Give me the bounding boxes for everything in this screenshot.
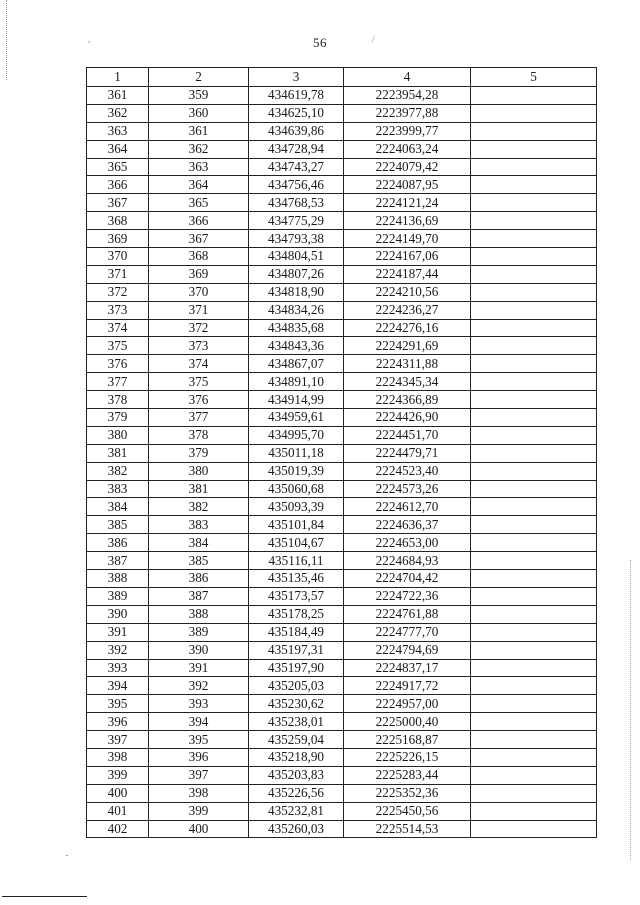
- table-cell: 2224684,93: [344, 552, 471, 570]
- table-cell: [471, 713, 597, 731]
- table-cell: 375: [87, 337, 149, 355]
- table-cell: 388: [149, 605, 249, 623]
- table-cell: 2224704,42: [344, 570, 471, 588]
- table-row: [87, 355, 597, 373]
- table-cell: [471, 122, 597, 140]
- table-cell: 384: [87, 498, 149, 516]
- table-cell: [471, 230, 597, 248]
- table-cell: 395: [149, 731, 249, 749]
- table-cell: 393: [149, 695, 249, 713]
- table-cell: 2224079,42: [344, 158, 471, 176]
- table-cell: [471, 820, 597, 838]
- table-cell: 398: [149, 784, 249, 802]
- table-cell: 435197,90: [249, 659, 344, 677]
- table-cell: 434768,53: [249, 194, 344, 212]
- scan-edge-right: [630, 560, 632, 860]
- table-cell: 368: [149, 248, 249, 266]
- table-cell: 2225352,36: [344, 784, 471, 802]
- table-cell: 366: [87, 176, 149, 194]
- scan-mark: /: [372, 34, 375, 44]
- table-row: [87, 462, 597, 480]
- table-cell: 370: [149, 283, 249, 301]
- table-row: [87, 516, 597, 534]
- table-cell: 2224761,88: [344, 605, 471, 623]
- table-cell: 389: [87, 587, 149, 605]
- table-row: [87, 748, 597, 766]
- table-cell: [471, 659, 597, 677]
- table-cell: [471, 570, 597, 588]
- table-cell: [471, 534, 597, 552]
- table-cell: 435238,01: [249, 713, 344, 731]
- table-cell: 434743,27: [249, 158, 344, 176]
- table-cell: 366: [149, 212, 249, 230]
- table-cell: 2223999,77: [344, 122, 471, 140]
- column-header: 4: [344, 68, 471, 87]
- table-row: [87, 623, 597, 641]
- table-cell: 434995,70: [249, 426, 344, 444]
- table-cell: 434639,86: [249, 122, 344, 140]
- table-cell: [471, 426, 597, 444]
- table-cell: 389: [149, 623, 249, 641]
- scan-mark: ,: [88, 34, 91, 44]
- table-cell: [471, 498, 597, 516]
- column-header: 1: [87, 68, 149, 87]
- table-cell: 434807,26: [249, 265, 344, 283]
- table-cell: 394: [149, 713, 249, 731]
- table-row: [87, 140, 597, 158]
- table-cell: 2224612,70: [344, 498, 471, 516]
- table-row: [87, 248, 597, 266]
- table-cell: 435230,62: [249, 695, 344, 713]
- table-cell: 392: [87, 641, 149, 659]
- table-cell: [471, 337, 597, 355]
- table-cell: 2224087,95: [344, 176, 471, 194]
- table-cell: 435135,46: [249, 570, 344, 588]
- table-cell: 369: [149, 265, 249, 283]
- table-cell: 2224451,70: [344, 426, 471, 444]
- table-cell: 378: [149, 426, 249, 444]
- table-cell: [471, 748, 597, 766]
- table-cell: 2224917,72: [344, 677, 471, 695]
- table-cell: 2224366,89: [344, 391, 471, 409]
- table-cell: 2225000,40: [344, 713, 471, 731]
- table-cell: 2225168,87: [344, 731, 471, 749]
- column-header: 3: [249, 68, 344, 87]
- table-cell: [471, 194, 597, 212]
- table-cell: [471, 301, 597, 319]
- table-cell: [471, 516, 597, 534]
- table-cell: 380: [149, 462, 249, 480]
- table-row: [87, 552, 597, 570]
- table-row: [87, 498, 597, 516]
- table-cell: 434804,51: [249, 248, 344, 266]
- table-cell: 378: [87, 391, 149, 409]
- table-cell: [471, 802, 597, 820]
- table-cell: 435260,03: [249, 820, 344, 838]
- table-cell: 377: [87, 373, 149, 391]
- table-cell: 435178,25: [249, 605, 344, 623]
- table-cell: 434914,99: [249, 391, 344, 409]
- page-number: 56: [313, 35, 327, 50]
- table-cell: 371: [149, 301, 249, 319]
- table-cell: 402: [87, 820, 149, 838]
- table-row: [87, 695, 597, 713]
- table-row: [87, 677, 597, 695]
- scan-speck: [66, 855, 68, 856]
- table-row: [87, 426, 597, 444]
- table-cell: 381: [87, 444, 149, 462]
- table-cell: 434959,61: [249, 409, 344, 427]
- table-cell: 2224345,34: [344, 373, 471, 391]
- table-row: [87, 766, 597, 784]
- table-cell: 373: [149, 337, 249, 355]
- table-cell: 2224236,27: [344, 301, 471, 319]
- table-cell: 370: [87, 248, 149, 266]
- table-cell: 2224291,69: [344, 337, 471, 355]
- table-cell: 381: [149, 480, 249, 498]
- table-row: [87, 122, 597, 140]
- table-cell: 434818,90: [249, 283, 344, 301]
- table-row: [87, 158, 597, 176]
- table-cell: 434835,68: [249, 319, 344, 337]
- table-cell: [471, 140, 597, 158]
- table-cell: 434793,38: [249, 230, 344, 248]
- table-cell: 435232,81: [249, 802, 344, 820]
- table-cell: 2225514,53: [344, 820, 471, 838]
- table-cell: 390: [149, 641, 249, 659]
- table-cell: 372: [149, 319, 249, 337]
- table-cell: 435104,67: [249, 534, 344, 552]
- table-cell: 2224479,71: [344, 444, 471, 462]
- table-cell: 375: [149, 373, 249, 391]
- table-cell: 434834,26: [249, 301, 344, 319]
- table-cell: 395: [87, 695, 149, 713]
- table-cell: [471, 766, 597, 784]
- table-cell: 374: [87, 319, 149, 337]
- table-row: [87, 605, 597, 623]
- column-header: 5: [471, 68, 597, 87]
- table-cell: [471, 623, 597, 641]
- table-cell: 387: [87, 552, 149, 570]
- table-cell: 2224722,36: [344, 587, 471, 605]
- table-cell: 434625,10: [249, 104, 344, 122]
- table-cell: 391: [87, 623, 149, 641]
- table-cell: 2224794,69: [344, 641, 471, 659]
- table-cell: 363: [87, 122, 149, 140]
- table-cell: 2224777,70: [344, 623, 471, 641]
- table-cell: 2223977,88: [344, 104, 471, 122]
- table-cell: 435218,90: [249, 748, 344, 766]
- table-cell: 2224063,24: [344, 140, 471, 158]
- table-cell: 376: [149, 391, 249, 409]
- table-cell: 369: [87, 230, 149, 248]
- table-cell: 434891,10: [249, 373, 344, 391]
- table-row: [87, 283, 597, 301]
- table-cell: 379: [87, 409, 149, 427]
- table-cell: 435011,18: [249, 444, 344, 462]
- table-cell: 367: [87, 194, 149, 212]
- table-row: [87, 444, 597, 462]
- table-cell: 435184,49: [249, 623, 344, 641]
- table-cell: 2224149,70: [344, 230, 471, 248]
- table-cell: 435116,11: [249, 552, 344, 570]
- table-row: [87, 337, 597, 355]
- table-cell: 434867,07: [249, 355, 344, 373]
- table-cell: 371: [87, 265, 149, 283]
- table-cell: 379: [149, 444, 249, 462]
- table-cell: 363: [149, 158, 249, 176]
- table-cell: [471, 265, 597, 283]
- table-row: [87, 301, 597, 319]
- table-row: [87, 713, 597, 731]
- table-cell: 435203,83: [249, 766, 344, 784]
- table-cell: 398: [87, 748, 149, 766]
- table-cell: 385: [149, 552, 249, 570]
- table-cell: 387: [149, 587, 249, 605]
- table-cell: [471, 444, 597, 462]
- table-cell: 393: [87, 659, 149, 677]
- table-cell: 364: [149, 176, 249, 194]
- table-row: [87, 731, 597, 749]
- table-cell: 372: [87, 283, 149, 301]
- table-body: [87, 87, 597, 838]
- table-row: [87, 570, 597, 588]
- coordinates-table: [86, 67, 597, 838]
- table-cell: 396: [87, 713, 149, 731]
- table-row: [87, 659, 597, 677]
- table-cell: [471, 283, 597, 301]
- table-cell: 362: [87, 104, 149, 122]
- table-cell: 434843,36: [249, 337, 344, 355]
- table-cell: 435226,56: [249, 784, 344, 802]
- table-cell: 361: [149, 122, 249, 140]
- table-cell: 394: [87, 677, 149, 695]
- table-cell: 2224121,24: [344, 194, 471, 212]
- table-cell: 2225226,15: [344, 748, 471, 766]
- table-cell: [471, 587, 597, 605]
- table-cell: 434756,46: [249, 176, 344, 194]
- table-cell: [471, 731, 597, 749]
- table-row: [87, 784, 597, 802]
- table-cell: 2225450,56: [344, 802, 471, 820]
- table-row: [87, 534, 597, 552]
- table-cell: [471, 319, 597, 337]
- table-cell: 392: [149, 677, 249, 695]
- table-cell: 380: [87, 426, 149, 444]
- table-cell: 386: [87, 534, 149, 552]
- table-cell: 2223954,28: [344, 87, 471, 105]
- table-row: [87, 265, 597, 283]
- table-cell: 435197,31: [249, 641, 344, 659]
- table-cell: 435093,39: [249, 498, 344, 516]
- table-cell: 399: [87, 766, 149, 784]
- table-cell: [471, 480, 597, 498]
- table-cell: 382: [87, 462, 149, 480]
- table-cell: 434728,94: [249, 140, 344, 158]
- table-cell: [471, 552, 597, 570]
- table-cell: [471, 158, 597, 176]
- table-cell: 361: [87, 87, 149, 105]
- table-cell: 2224653,00: [344, 534, 471, 552]
- table-header-row: [87, 68, 597, 87]
- table-cell: 399: [149, 802, 249, 820]
- table-cell: 2224187,44: [344, 265, 471, 283]
- table-cell: [471, 87, 597, 105]
- table-cell: 435205,03: [249, 677, 344, 695]
- table-cell: 359: [149, 87, 249, 105]
- table-row: [87, 820, 597, 838]
- column-header: 2: [149, 68, 249, 87]
- table-cell: 382: [149, 498, 249, 516]
- table-cell: [471, 677, 597, 695]
- table-cell: 435060,68: [249, 480, 344, 498]
- table-cell: 2224523,40: [344, 462, 471, 480]
- table-cell: 2224311,88: [344, 355, 471, 373]
- table-cell: 376: [87, 355, 149, 373]
- table-cell: 434775,29: [249, 212, 344, 230]
- table-cell: 391: [149, 659, 249, 677]
- table-cell: [471, 409, 597, 427]
- table-cell: [471, 695, 597, 713]
- table-cell: 2224957,00: [344, 695, 471, 713]
- table-cell: 2224167,06: [344, 248, 471, 266]
- table-cell: 2224837,17: [344, 659, 471, 677]
- table-cell: 390: [87, 605, 149, 623]
- table-cell: 386: [149, 570, 249, 588]
- table-cell: 2224426,90: [344, 409, 471, 427]
- table-cell: 362: [149, 140, 249, 158]
- table-cell: [471, 176, 597, 194]
- table-row: [87, 194, 597, 212]
- table-row: [87, 319, 597, 337]
- table-cell: 2224210,56: [344, 283, 471, 301]
- table-cell: [471, 784, 597, 802]
- table-row: [87, 373, 597, 391]
- table-cell: 400: [87, 784, 149, 802]
- table-cell: 374: [149, 355, 249, 373]
- table-row: [87, 409, 597, 427]
- table-cell: 434619,78: [249, 87, 344, 105]
- table-cell: 435101,84: [249, 516, 344, 534]
- table-cell: 397: [87, 731, 149, 749]
- table-cell: [471, 355, 597, 373]
- table-cell: 367: [149, 230, 249, 248]
- table-cell: 368: [87, 212, 149, 230]
- table-cell: [471, 462, 597, 480]
- table-cell: [471, 104, 597, 122]
- table-cell: 401: [87, 802, 149, 820]
- table-row: [87, 641, 597, 659]
- table-cell: 365: [87, 158, 149, 176]
- table-cell: 400: [149, 820, 249, 838]
- table-cell: 373: [87, 301, 149, 319]
- table-row: [87, 802, 597, 820]
- table-cell: [471, 391, 597, 409]
- table-cell: [471, 248, 597, 266]
- footnote-rule: [2, 896, 87, 897]
- table-cell: 365: [149, 194, 249, 212]
- table-cell: 383: [149, 516, 249, 534]
- table-cell: [471, 605, 597, 623]
- table-row: [87, 230, 597, 248]
- table-cell: 2224636,37: [344, 516, 471, 534]
- table-cell: [471, 641, 597, 659]
- table-cell: 396: [149, 748, 249, 766]
- table-cell: 435019,39: [249, 462, 344, 480]
- table-cell: 2224276,16: [344, 319, 471, 337]
- table-row: [87, 104, 597, 122]
- table-row: [87, 391, 597, 409]
- table-cell: 377: [149, 409, 249, 427]
- table-cell: 2225283,44: [344, 766, 471, 784]
- table-cell: 397: [149, 766, 249, 784]
- table-cell: 2224136,69: [344, 212, 471, 230]
- table-cell: [471, 212, 597, 230]
- table-row: [87, 212, 597, 230]
- table-cell: 435173,57: [249, 587, 344, 605]
- table-row: [87, 587, 597, 605]
- table-cell: [471, 373, 597, 391]
- table-cell: 384: [149, 534, 249, 552]
- table-cell: 2224573,26: [344, 480, 471, 498]
- table-row: [87, 480, 597, 498]
- table-row: [87, 87, 597, 105]
- table-cell: 385: [87, 516, 149, 534]
- table-cell: 364: [87, 140, 149, 158]
- table-cell: 360: [149, 104, 249, 122]
- table-cell: 435259,04: [249, 731, 344, 749]
- table-cell: 383: [87, 480, 149, 498]
- table-cell: 388: [87, 570, 149, 588]
- table-row: [87, 176, 597, 194]
